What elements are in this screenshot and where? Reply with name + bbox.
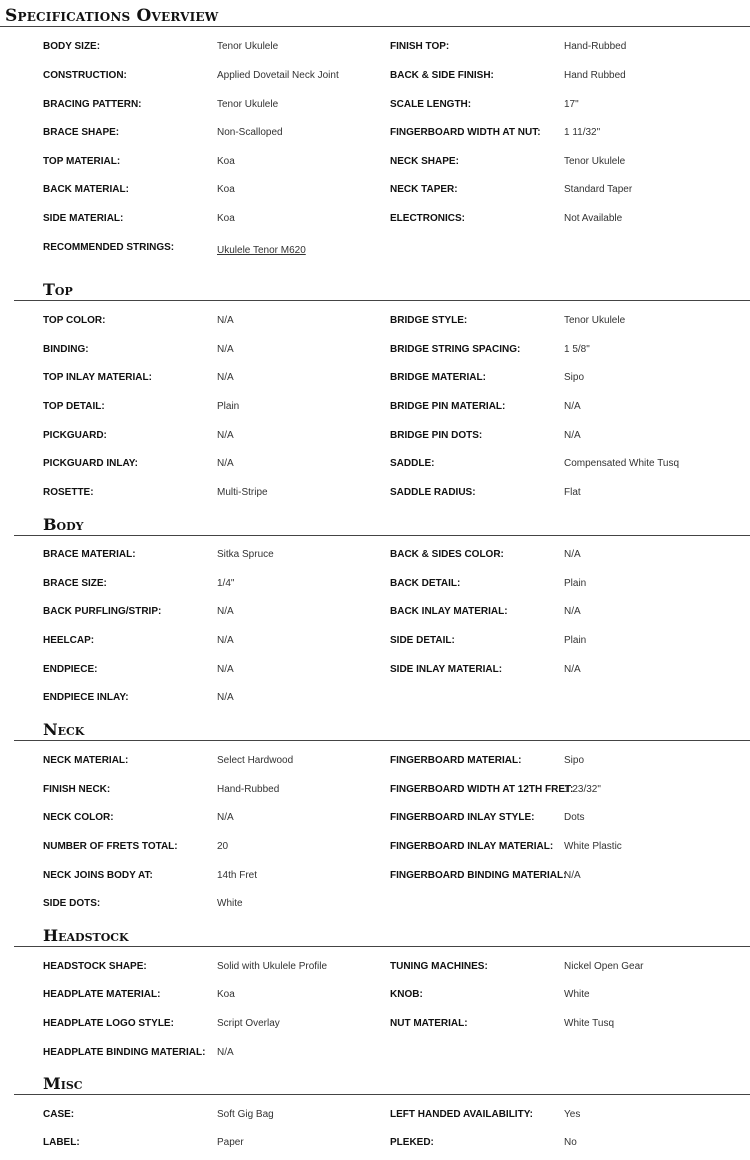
spec-label-left-handed-availability: LEFT HANDED AVAILABILITY: — [390, 1109, 533, 1120]
spec-label-endpiece: ENDPIECE: — [43, 664, 98, 675]
spec-value-case: Soft Gig Bag — [217, 1109, 274, 1120]
spec-value-top-material: Koa — [217, 156, 235, 167]
spec-value-neck-taper: Standard Taper — [564, 184, 633, 195]
spec-value-endpiece: N/A — [217, 664, 234, 675]
section-divider — [14, 1094, 750, 1095]
spec-value-brace-shape: Non-Scalloped — [217, 127, 283, 138]
spec-label-tuning-machines: TUNING MACHINES: — [390, 961, 488, 972]
spec-label-recommended-strings: RECOMMENDED STRINGS: — [43, 242, 175, 253]
spec-label-fingerboard-width-at-12th-fret: FINGERBOARD WIDTH AT 12TH FRET: — [390, 784, 574, 795]
spec-value-back-side-finish: Hand Rubbed — [564, 70, 626, 81]
spec-label-back-material: BACK MATERIAL: — [43, 184, 129, 195]
section-divider — [14, 740, 750, 741]
spec-label-back-detail: BACK DETAIL: — [390, 578, 461, 589]
spec-value-neck-joins-body-at: 14th Fret — [217, 870, 258, 881]
section-heading-body: Body — [43, 515, 84, 534]
spec-value-binding: N/A — [217, 344, 234, 355]
spec-value-side-detail: Plain — [564, 635, 587, 646]
spec-value-bridge-string-spacing: 1 5/8" — [564, 344, 590, 355]
spec-label-neck-shape: NECK SHAPE: — [390, 156, 459, 167]
spec-value-neck-material: Select Hardwood — [217, 755, 294, 766]
spec-label-back-purfling-strip: BACK PURFLING/STRIP: — [43, 606, 162, 617]
spec-value-fingerboard-binding-material: N/A — [564, 870, 581, 881]
spec-value-number-of-frets-total: 20 — [217, 841, 229, 852]
spec-label-side-dots: SIDE DOTS: — [43, 898, 101, 909]
spec-label-headplate-material: HEADPLATE MATERIAL: — [43, 989, 161, 1000]
spec-value-pickguard-inlay: N/A — [217, 458, 234, 469]
section-heading-neck: Neck — [43, 720, 85, 739]
spec-value-back-inlay-material: N/A — [564, 606, 581, 617]
spec-value-bridge-pin-dots: N/A — [564, 430, 581, 441]
spec-label-headplate-logo-style: HEADPLATE LOGO STYLE: — [43, 1018, 174, 1029]
spec-label-pickguard-inlay: PICKGUARD INLAY: — [43, 458, 139, 469]
spec-value-construction: Applied Dovetail Neck Joint — [217, 70, 339, 81]
spec-value-fingerboard-width-at-12th-fret: 1 23/32" — [564, 784, 601, 795]
spec-label-headstock-shape: HEADSTOCK SHAPE: — [43, 961, 147, 972]
section-heading-top: Top — [43, 280, 73, 299]
spec-value-label: Paper — [217, 1137, 244, 1148]
spec-value-heelcap: N/A — [217, 635, 234, 646]
spec-value-rosette: Multi-Stripe — [217, 487, 268, 498]
spec-value-headplate-binding-material: N/A — [217, 1047, 234, 1058]
spec-label-neck-joins-body-at: NECK JOINS BODY AT: — [43, 870, 153, 881]
spec-label-bridge-string-spacing: BRIDGE STRING SPACING: — [390, 344, 521, 355]
spec-label-rosette: ROSETTE: — [43, 487, 94, 498]
spec-label-fingerboard-binding-material: FINGERBOARD BINDING MATERIAL: — [390, 870, 567, 881]
spec-label-bridge-style: BRIDGE STYLE: — [390, 315, 468, 326]
spec-value-headplate-logo-style: Script Overlay — [217, 1018, 280, 1029]
spec-label-top-inlay-material: TOP INLAY MATERIAL: — [43, 372, 152, 383]
spec-label-top-material: TOP MATERIAL: — [43, 156, 121, 167]
spec-label-scale-length: SCALE LENGTH: — [390, 99, 472, 110]
section-divider — [14, 946, 750, 947]
spec-value-endpiece-inlay: N/A — [217, 692, 234, 703]
spec-value-side-dots: White — [217, 898, 243, 909]
spec-label-bridge-pin-dots: BRIDGE PIN DOTS: — [390, 430, 483, 441]
spec-label-saddle-radius: SADDLE RADIUS: — [390, 487, 476, 498]
spec-label-bracing-pattern: BRACING PATTERN: — [43, 99, 142, 110]
spec-value-saddle-radius: Flat — [564, 487, 581, 498]
spec-value-tuning-machines: Nickel Open Gear — [564, 961, 644, 972]
spec-value-fingerboard-inlay-material: White Plastic — [564, 841, 622, 852]
spec-value-back-purfling-strip: N/A — [217, 606, 234, 617]
spec-label-construction: CONSTRUCTION: — [43, 70, 127, 81]
spec-label-body-size: BODY SIZE: — [43, 41, 101, 52]
recommended-strings-link[interactable]: Ukulele Tenor M620 — [217, 245, 306, 256]
spec-value-fingerboard-inlay-style: Dots — [564, 812, 585, 823]
spec-value-scale-length: 17" — [564, 99, 579, 110]
spec-value-pleked: No — [564, 1137, 577, 1148]
spec-label-knob: KNOB: — [390, 989, 423, 1000]
spec-label-side-inlay-material: SIDE INLAY MATERIAL: — [390, 664, 503, 675]
spec-label-bridge-material: BRIDGE MATERIAL: — [390, 372, 486, 383]
spec-value-bracing-pattern: Tenor Ukulele — [217, 99, 279, 110]
section-heading-misc: Misc — [43, 1074, 83, 1093]
page-title: Specifications Overview — [5, 6, 219, 26]
spec-label-pleked: PLEKED: — [390, 1137, 434, 1148]
spec-label-finish-top: FINISH TOP: — [390, 41, 450, 52]
spec-value-electronics: Not Available — [564, 213, 623, 224]
spec-value-fingerboard-width-at-nut: 1 11/32" — [564, 127, 601, 138]
spec-value-side-inlay-material: N/A — [564, 664, 581, 675]
spec-label-endpiece-inlay: ENDPIECE INLAY: — [43, 692, 129, 703]
spec-label-brace-shape: BRACE SHAPE: — [43, 127, 120, 138]
spec-value-bridge-material: Sipo — [564, 372, 585, 383]
spec-value-neck-color: N/A — [217, 812, 234, 823]
spec-label-top-detail: TOP DETAIL: — [43, 401, 105, 412]
spec-value-headstock-shape: Solid with Ukulele Profile — [217, 961, 328, 972]
spec-label-fingerboard-width-at-nut: FINGERBOARD WIDTH AT NUT: — [390, 127, 541, 138]
spec-value-top-detail: Plain — [217, 401, 240, 412]
spec-label-number-of-frets-total: NUMBER OF FRETS TOTAL: — [43, 841, 178, 852]
spec-label-neck-material: NECK MATERIAL: — [43, 755, 129, 766]
section-divider — [14, 535, 750, 536]
spec-value-back-detail: Plain — [564, 578, 587, 589]
spec-value-back-material: Koa — [217, 184, 235, 195]
spec-value-bridge-pin-material: N/A — [564, 401, 581, 412]
spec-label-brace-size: BRACE SIZE: — [43, 578, 107, 589]
spec-value-nut-material: White Tusq — [564, 1018, 615, 1029]
spec-label-back-inlay-material: BACK INLAY MATERIAL: — [390, 606, 508, 617]
spec-label-fingerboard-inlay-material: FINGERBOARD INLAY MATERIAL: — [390, 841, 554, 852]
spec-value-knob: White — [564, 989, 590, 1000]
spec-label-electronics: ELECTRONICS: — [390, 213, 465, 224]
spec-value-headplate-material: Koa — [217, 989, 235, 1000]
spec-value-neck-shape: Tenor Ukulele — [564, 156, 626, 167]
spec-value-saddle: Compensated White Tusq — [564, 458, 680, 469]
section-heading-headstock: Headstock — [43, 926, 129, 945]
spec-label-bridge-pin-material: BRIDGE PIN MATERIAL: — [390, 401, 506, 412]
spec-label-heelcap: HEELCAP: — [43, 635, 95, 646]
spec-label-fingerboard-inlay-style: FINGERBOARD INLAY STYLE: — [390, 812, 535, 823]
spec-value-brace-material: Sitka Spruce — [217, 549, 274, 560]
spec-label-saddle: SADDLE: — [390, 458, 435, 469]
spec-label-case: CASE: — [43, 1109, 75, 1120]
spec-value-brace-size: 1/4" — [217, 578, 235, 589]
spec-value-body-size: Tenor Ukulele — [217, 41, 279, 52]
spec-value-finish-neck: Hand-Rubbed — [217, 784, 280, 795]
spec-label-fingerboard-material: FINGERBOARD MATERIAL: — [390, 755, 522, 766]
section-divider — [14, 300, 750, 301]
spec-label-neck-color: NECK COLOR: — [43, 812, 114, 823]
spec-value-left-handed-availability: Yes — [564, 1109, 581, 1120]
spec-label-binding: BINDING: — [43, 344, 89, 355]
spec-value-bridge-style: Tenor Ukulele — [564, 315, 626, 326]
spec-value-pickguard: N/A — [217, 430, 234, 441]
spec-value-fingerboard-material: Sipo — [564, 755, 585, 766]
spec-label-back-side-finish: BACK & SIDE FINISH: — [390, 70, 494, 81]
spec-label-back-sides-color: BACK & SIDES COLOR: — [390, 549, 504, 560]
spec-value-finish-top: Hand-Rubbed — [564, 41, 627, 52]
spec-label-brace-material: BRACE MATERIAL: — [43, 549, 136, 560]
spec-label-label: LABEL: — [43, 1137, 80, 1148]
spec-value-side-material: Koa — [217, 213, 235, 224]
spec-label-finish-neck: FINISH NECK: — [43, 784, 111, 795]
spec-value-top-inlay-material: N/A — [217, 372, 234, 383]
spec-value-top-color: N/A — [217, 315, 234, 326]
spec-label-neck-taper: NECK TAPER: — [390, 184, 458, 195]
spec-value-back-sides-color: N/A — [564, 549, 581, 560]
spec-label-side-detail: SIDE DETAIL: — [390, 635, 455, 646]
spec-label-top-color: TOP COLOR: — [43, 315, 106, 326]
spec-label-nut-material: NUT MATERIAL: — [390, 1018, 468, 1029]
spec-label-side-material: SIDE MATERIAL: — [43, 213, 124, 224]
spec-label-pickguard: PICKGUARD: — [43, 430, 107, 441]
title-divider — [0, 26, 750, 27]
spec-label-headplate-binding-material: HEADPLATE BINDING MATERIAL: — [43, 1047, 206, 1058]
